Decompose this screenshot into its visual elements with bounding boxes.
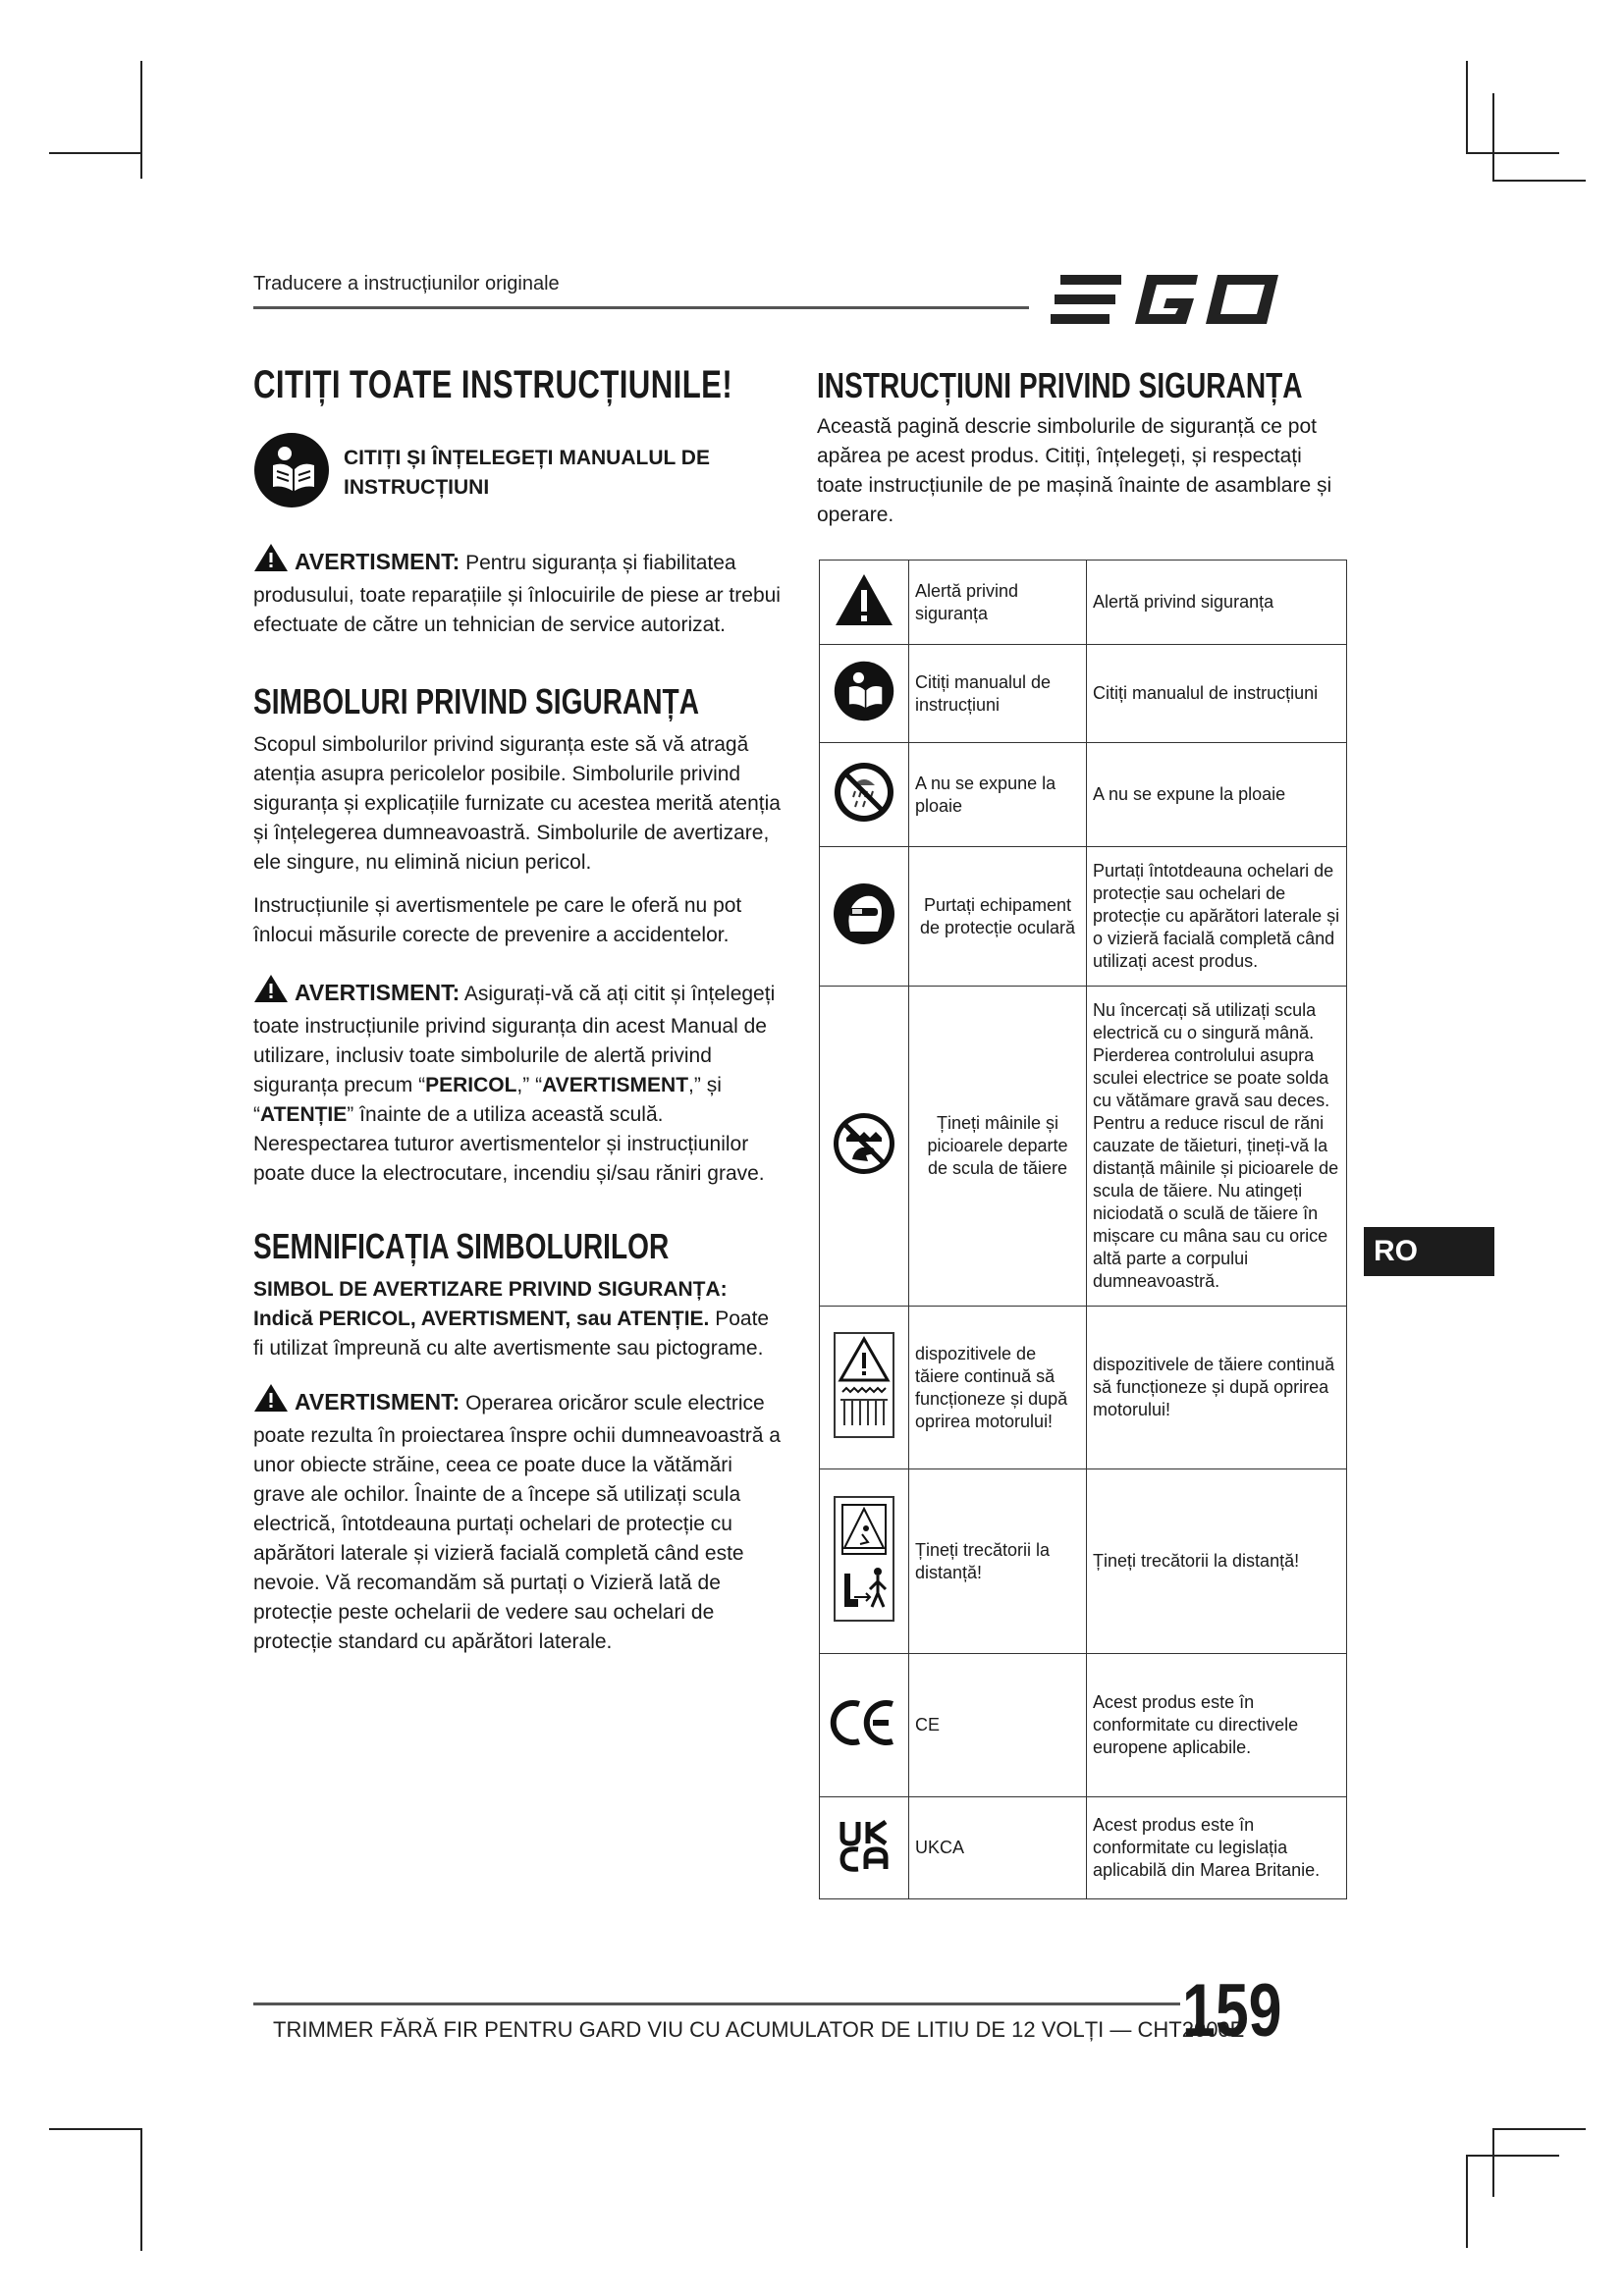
symbol-desc: Purtați întotdeauna ochelari de protecție sau ochelari de protecție cu apărători laterale și o vizieră facială completă când utilizați acest produs. <box>1087 847 1347 987</box>
table-row <box>820 1797 1347 1899</box>
left-title: CITIȚI TOATE INSTRUCȚIUNILE! <box>253 363 733 406</box>
warning-label: AVERTISMENT: <box>295 980 460 1005</box>
symbol-desc: Acest produs este în conformitate cu legislația aplicabilă din Marea Britanie. <box>1087 1797 1347 1899</box>
symbol-desc: Alertă privind siguranța <box>1087 561 1347 645</box>
crop-mark <box>1466 2155 1468 2248</box>
symbol-desc: Nu încercați să utilizați scula electrică cu o singură mână. Pierderea controlului asupra sculei electrice se poate solda cu vătămare gravă sau deces. Pentru a reduce riscul de răni cauzate de tăieturi, țineți-vă la distanță mâinile și picioarele de scula de tăiere. Nu atingeți niciodată o sculă de tăiere în mișcare cu mâna sau cu orice altă parte a corpului dumneavoastră. <box>1087 987 1347 1307</box>
warning-label: AVERTISMENT: <box>295 1389 460 1415</box>
alert-icon <box>834 612 894 631</box>
warning-label: AVERTISMENT: <box>295 549 460 574</box>
footer-title: TRIMMER FĂRĂ FIR PENTRU GARD VIU CU ACUMULATOR DE LITIU DE 12 VOLȚI — CHT2000E <box>273 2017 1245 2042</box>
warning-text: Operarea oricăror scule electrice poate rezulta în proiectarea înspre ochii dumneavoastră a unor obiecte străine, ceea ce poate duce la vătămări grave ale ochilor. Înainte de a începe să utilizați scula electrică, întotdeauna purtați ochelari de protecție cu apărători laterale și vizieră facială completă când este nevoie. Vă recomandăm să purtați o Vizieră lată de protecție peste ochelarii de vedere sau ochelari de protecție standard cu apărători laterale. <box>253 1392 781 1653</box>
crop-mark <box>49 152 142 154</box>
bystanders-icon <box>833 1607 895 1627</box>
symbol-desc: Acest produs este în conformitate cu directivele europene aplicabile. <box>1087 1654 1347 1797</box>
table-row <box>820 1307 1347 1469</box>
warning-triangle-icon <box>253 974 289 1012</box>
symbol-name: Țineți trecătorii la distanță! <box>909 1469 1087 1654</box>
crop-mark <box>140 2128 142 2251</box>
symbol-name: UKCA <box>909 1797 1087 1899</box>
no-rain-icon <box>834 807 894 827</box>
crop-mark <box>1466 2155 1559 2157</box>
footer-rule <box>253 2002 1180 2005</box>
warning-triangle-icon <box>253 543 289 581</box>
symbol-name: Purtați echipament de protecție oculară <box>909 847 1087 987</box>
hands-away-icon <box>833 1159 895 1179</box>
crop-mark <box>140 61 142 179</box>
symbol-meaning-title: SEMNIFICAȚIA SIMBOLURILOR <box>253 1226 670 1266</box>
table-row <box>820 743 1347 847</box>
crop-mark <box>1466 61 1468 154</box>
crop-mark <box>1492 2128 1586 2130</box>
read-manual-icon <box>253 432 330 513</box>
symbol-meaning-text: Poate fi utilizat împreună cu alte avertismente sau pictograme. <box>253 1308 770 1360</box>
symbol-desc: A nu se expune la ploaie <box>1087 743 1347 847</box>
symbol-desc: dispozitivele de tăiere continuă să funcționeze și după oprirea motorului! <box>1087 1307 1347 1469</box>
table-row <box>820 1469 1347 1654</box>
eye-protection-icon <box>833 930 895 949</box>
crop-mark <box>1492 2128 1494 2197</box>
symbol-name: Alertă privind siguranța <box>909 561 1087 645</box>
language-tab: RO <box>1364 1227 1494 1276</box>
header-title: Traducere a instrucțiunilor originale <box>253 273 560 294</box>
warning-triangle-icon <box>253 1383 289 1421</box>
right-title: INSTRUCȚIUNI PRIVIND SIGURANȚA <box>817 365 1303 405</box>
ce-mark-icon <box>830 1732 898 1751</box>
warning-text-bold: PERICOL <box>425 1074 517 1096</box>
crop-mark <box>1492 93 1494 182</box>
symbol-name: CE <box>909 1654 1087 1797</box>
right-intro: Această pagină descrie simbolurile de siguranță ce pot apărea pe acest produs. Citiți, înțelegeți, și respectați toate instrucțiunile de pe mașină înainte de asamblare și operare. <box>817 415 1332 526</box>
blade-coast-icon <box>833 1423 895 1443</box>
table-row <box>820 847 1347 987</box>
table-row <box>820 561 1347 645</box>
warning-text: ,” și “ <box>253 1074 722 1126</box>
ukca-mark-icon <box>837 1857 892 1877</box>
symbol-meaning-bold: SIMBOL DE AVERTIZARE PRIVIND SIGURANȚA: Indică PERICOL, AVERTISMENT, sau ATENȚIE. <box>253 1278 728 1330</box>
symbol-desc: Citiți manualul de instrucțiuni <box>1087 645 1347 743</box>
warning-text: Pentru siguranța și fiabilitatea produsului, toate reparațiile și înlocuirile de piese ar trebui efectuate de către un tehnician de service autorizat. <box>253 552 781 636</box>
ego-logo <box>1051 265 1345 339</box>
table-row <box>820 987 1347 1307</box>
crop-mark <box>1492 180 1586 182</box>
read-manual-icon <box>834 706 894 725</box>
instructions-paragraph: Instrucțiunile și avertismentele pe care le oferă nu pot înlocui măsurile corecte de prevenire a accidentelor. <box>253 894 742 946</box>
table-row <box>820 645 1347 743</box>
warning-text: Asigurați-vă că ați citit și înțelegeți toate instrucțiunile privind siguranța din acest Manual de utilizare, inclusiv toate simbolurile de alertă privind siguranța precum “ <box>253 983 776 1096</box>
symbol-name: Țineți mâinile și picioarele departe de scula de tăiere <box>909 987 1087 1307</box>
table-row <box>820 1654 1347 1797</box>
crop-mark <box>1466 152 1559 154</box>
symbol-desc: Țineți trecătorii la distanță! <box>1087 1469 1347 1654</box>
symbol-name: A nu se expune la ploaie <box>909 743 1087 847</box>
page-number: 159 <box>1182 1969 1282 2053</box>
warning-text-bold: AVERTISMENT <box>542 1074 689 1096</box>
symbol-name: Citiți manualul de instrucțiuni <box>909 645 1087 743</box>
symbol-name: dispozitivele de tăiere continuă să funcționeze și după oprirea motorului! <box>909 1307 1087 1469</box>
header-rule <box>253 306 1029 309</box>
warning-text: ” înainte de a utiliza această sculă. Nerespectarea tuturor avertismentelor și instrucțiunilor poate duce la electrocutare, incendiu și/sau răniri grave. <box>253 1103 765 1185</box>
safety-symbols-paragraph: Scopul simbolurilor privind siguranța este să vă atragă atenția asupra pericolelor posibile. Simbolurile privind siguranța și explicațiile furnizate cu acestea merită atenția și înțelegerea dumneavoastră. Simbolurile de avertizare, ele singure, nu elimină niciun pericol. <box>253 733 781 874</box>
read-manual-text: CITIȚI ȘI ÎNȚELEGEȚI MANUALUL DE INSTRUCȚIUNI <box>344 446 710 499</box>
crop-mark <box>49 2128 142 2130</box>
warning-text-bold: ATENȚIE <box>260 1103 348 1126</box>
safety-symbols-table <box>819 560 1347 1899</box>
warning-text: ,” “ <box>516 1074 543 1096</box>
safety-symbols-title: SIMBOLURI PRIVIND SIGURANȚA <box>253 681 699 721</box>
